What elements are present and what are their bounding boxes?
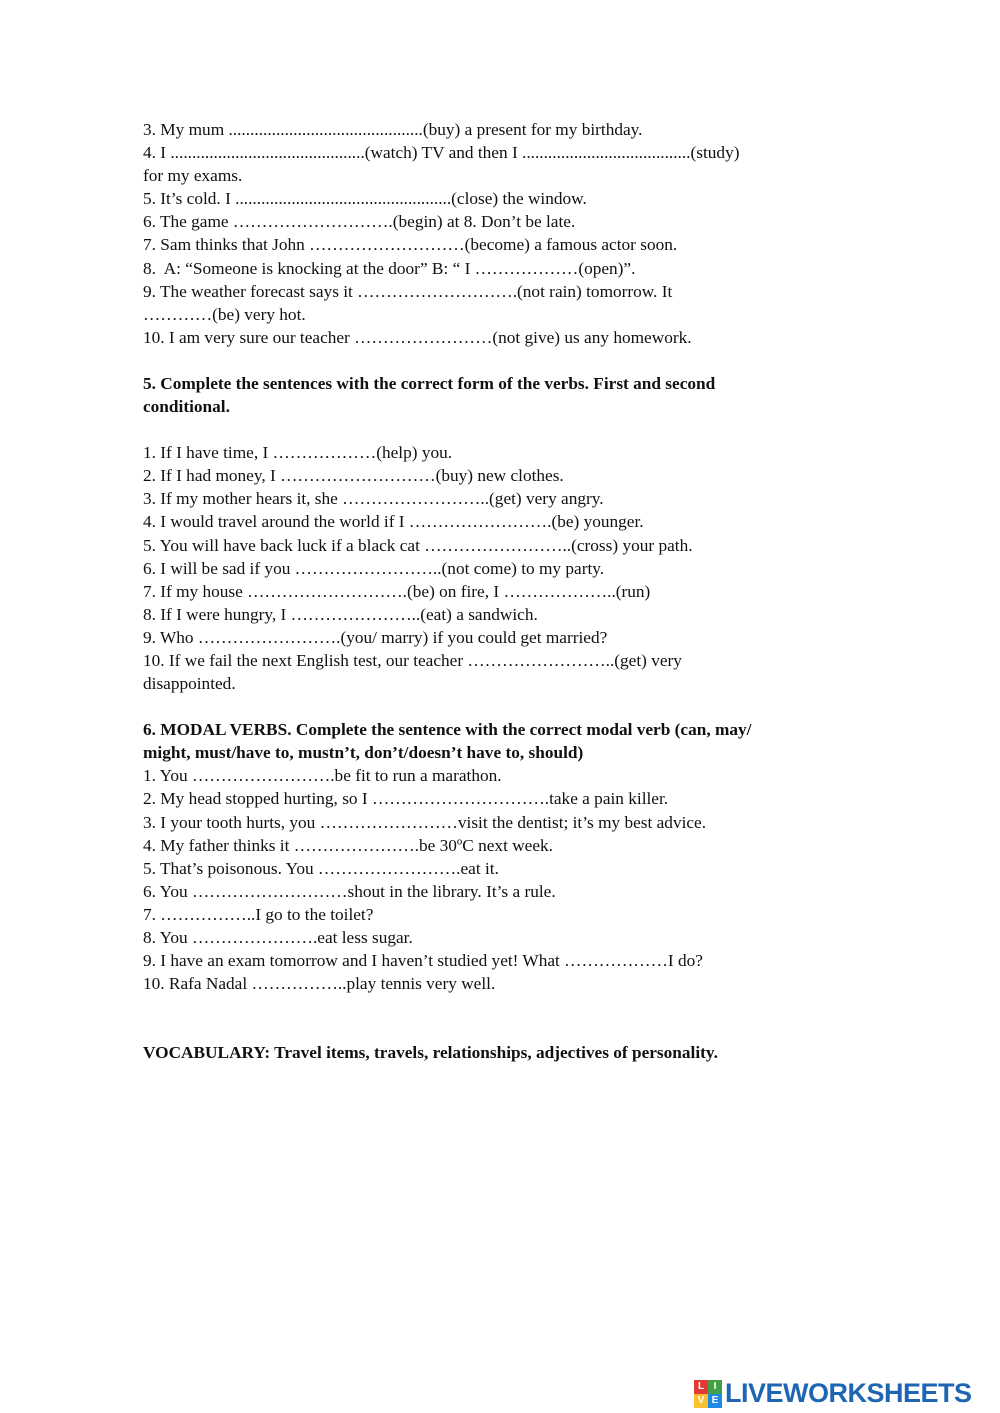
- exercise-line: 1. You …………………….be fit to run a marathon.: [143, 766, 502, 786]
- exercise-line: 9. I have an exam tomorrow and I haven’t studied yet! What ………………I do?: [143, 951, 703, 971]
- exercise-line: 9. The weather forecast says it ……………………….(not rain) tomorrow. It: [143, 281, 673, 301]
- exercise-line: 10. I am very sure our teacher ……………………(not give) us any homework.: [143, 327, 692, 347]
- exercise-line: 10. If we fail the next English test, our teacher ……………………..(get) very: [143, 650, 682, 670]
- section-6-heading: might, must/have to, mustn’t, don’t/doesn’t have to, should): [143, 743, 584, 763]
- section-5-heading: conditional.: [143, 397, 230, 417]
- exercise-line: 4. My father thinks it ………………….be 30ºC next week.: [143, 835, 553, 855]
- exercise-line: 5. That’s poisonous. You …………………….eat it.: [143, 858, 499, 878]
- exercise-line: 3. If my mother hears it, she ……………………..(get) very angry.: [143, 489, 604, 509]
- exercise-line: disappointed.: [143, 674, 236, 694]
- liveworksheets-logo-icon: [694, 1380, 722, 1408]
- exercise-line: 8. If I were hungry, I …………………..(eat) a sandwich.: [143, 604, 538, 624]
- exercise-line: 3. My mum .............................................(buy) a present for my birthday.: [143, 120, 643, 139]
- logo-mark-letter: L: [694, 1380, 708, 1394]
- exercise-line: 10. Rafa Nadal ……………..play tennis very well.: [143, 974, 496, 994]
- exercise-line: 6. I will be sad if you ……………………..(not come) to my party.: [143, 558, 605, 578]
- exercise-line: 7. ……………..I go to the toilet?: [143, 904, 374, 924]
- exercise-line: 3. I your tooth hurts, you ……………………visit the dentist; it’s my best advice.: [143, 812, 707, 832]
- exercise-line: 7. If my house ……………………….(be) on fire, I ………………..(run): [143, 581, 651, 601]
- exercise-line: 8. You ………………….eat less sugar.: [143, 928, 413, 947]
- logo-mark-letter: V: [694, 1394, 708, 1408]
- exercise-line: 6. The game ……………………….(begin) at 8. Don’t be late.: [143, 212, 576, 232]
- liveworksheets-logo-text: LIVEWORKSHEETS: [725, 1378, 972, 1408]
- exercise-line: 8. A: “Someone is knocking at the door” B: “ I ………………(open)”.: [143, 258, 636, 278]
- exercise-line: 5. It’s cold. I ..................................................(close) the window.: [143, 189, 587, 209]
- liveworksheets-logo[interactable]: [694, 1378, 972, 1409]
- exercise-line: 2. If I had money, I ………………………(buy) new clothes.: [143, 466, 564, 486]
- exercise-line: 4. I would travel around the world if I …………………….(be) younger.: [143, 512, 644, 532]
- section-5-heading: 5. Complete the sentences with the correct form of the verbs. First and second: [143, 373, 716, 393]
- section-5: [143, 372, 863, 695]
- logo-mark-letter: I: [708, 1380, 722, 1394]
- exercise-line: 2. My head stopped hurting, so I ………………………….take a pain killer.: [143, 789, 669, 809]
- exercise-line: for my exams.: [143, 166, 243, 186]
- section-4-list: [143, 118, 863, 349]
- exercise-line: 7. Sam thinks that John ………………………(become) a famous actor soon.: [143, 235, 678, 255]
- vocabulary-heading: VOCABULARY: Travel items, travels, relationships, adjectives of personality.: [143, 1043, 718, 1063]
- section-6: [143, 718, 863, 995]
- logo-mark-letter: E: [708, 1394, 722, 1408]
- worksheet-page: [143, 118, 863, 1064]
- exercise-line: 4. I .............................................(watch) TV and then I .......................................(study): [143, 143, 740, 163]
- section-6-heading: 6. MODAL VERBS. Complete the sentence with the correct modal verb (can, may/: [143, 720, 752, 740]
- exercise-line: …………(be) very hot.: [143, 304, 306, 324]
- exercise-line: 6. You ………………………shout in the library. It’s a rule.: [143, 881, 556, 901]
- exercise-line: 1. If I have time, I ………………(help) you.: [143, 443, 453, 463]
- exercise-line: 5. You will have back luck if a black cat ……………………..(cross) your path.: [143, 535, 693, 555]
- exercise-line: 9. Who …………………….(you/ marry) if you could get married?: [143, 627, 608, 647]
